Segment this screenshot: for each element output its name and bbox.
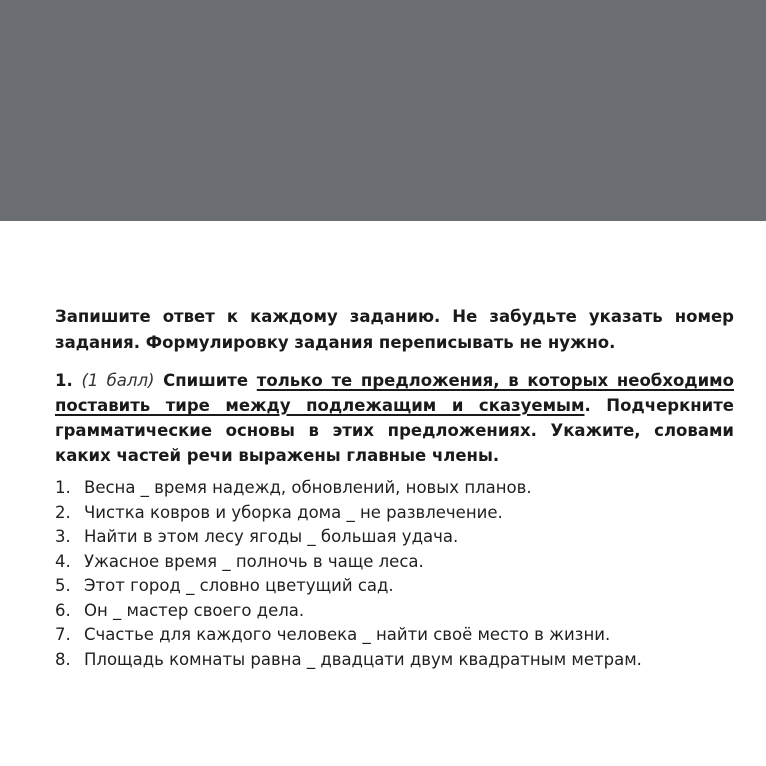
item-number: 5. [55, 576, 71, 595]
list-item [55, 550, 734, 575]
item-number: 3. [55, 527, 71, 546]
item-number: 2. [55, 502, 71, 522]
list-item [55, 599, 734, 624]
list-item [55, 501, 734, 526]
item-number: 7. [55, 625, 71, 644]
gray-header-band [0, 0, 766, 221]
task-number: 1. [55, 371, 73, 390]
task-points: (1 балл) [81, 371, 155, 390]
item-text: Чистка ковров и уборка дома _ не развлечение. [84, 502, 503, 522]
item-text: Он _ мастер своего дела. [84, 600, 305, 620]
item-text: Этот город _ словно цветущий сад. [84, 576, 394, 595]
item-number: 1. [55, 478, 71, 497]
item-number: 6. [55, 600, 71, 620]
item-number: 8. [55, 649, 71, 669]
task-rest: . Подчеркните грамматические основы в этих предложениях. Укажите, словами каких частей речи выражены главные члены. [55, 396, 734, 465]
item-text: Весна _ время надежд, обновлений, новых планов. [84, 478, 532, 497]
item-text: Найти в этом лесу ягоды _ большая удача. [84, 527, 459, 546]
list-item [55, 525, 734, 550]
list-item [55, 648, 734, 673]
list-item [55, 623, 734, 648]
task-underlined-text: только те предложения, в которых необходимо поставить тире между подлежащим и сказуемым [55, 371, 735, 415]
task-lead: Спишите [163, 371, 249, 390]
task-1 [55, 368, 734, 468]
item-number: 4. [55, 551, 71, 571]
task-sheet [55, 304, 734, 672]
instructions: Запишите ответ к каждому заданию. Не забудьте указать номер задания. Формулировку задания переписывать не нужно. [55, 307, 734, 352]
item-text: Площадь комнаты равна _ двадцати двум квадратным метрам. [84, 649, 642, 669]
list-item [55, 574, 734, 599]
list-item [55, 476, 734, 501]
item-text: Счастье для каждого человека _ найти своё место в жизни. [84, 625, 611, 644]
sentence-list [55, 476, 734, 672]
item-text: Ужасное время _ полночь в чаще леса. [84, 551, 424, 571]
